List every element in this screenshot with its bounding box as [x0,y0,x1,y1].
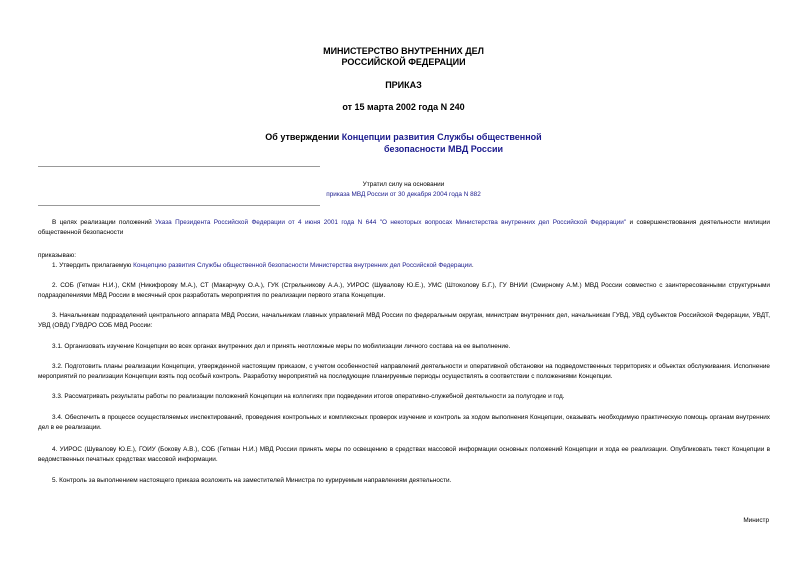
title-link-concept[interactable]: Концепции развития Службы общественной [341,132,542,142]
item-1-text-after: . [471,262,474,269]
item-2: 2. СОБ (Гетман Н.И.), СКМ (Никифорову М.А.), СТ (Макарчуку О.А.), ГУК (Стрельникову А.А.), УИРОС (Шувалову Ю.Е.), УМС (Штоколову Б.Г.), ГУ ВНИИ (Смирному А.М.) МВД России совместно с заинтересованными структурными подразделениями МВД России в месячный срок разработать мероприятия по реализации первого этапа Концепции. [38,282,770,299]
item-4: 4. УИРОС (Шувалову Ю.Е.), ГОИУ (Бокову А.В.), СОБ (Гетман Н.И.) МВД России принять меры по освещению в средствах массовой информации основных положений Концепции и хода ее реализации. Опубликовать текст Концепции в ведомственных печатных средствах массовой информации. [38,446,770,463]
validity-note-text: Утратил силу на основании [362,181,445,188]
signature-title: Министр [743,517,769,524]
validity-note-link[interactable]: приказа МВД России от 30 декабря 2004 года N 882 [326,191,481,198]
ministry-name [0,46,807,68]
order-word: приказываю: [38,252,76,259]
item-3-2: 3.2. Подготовить планы реализации Концепции, утвержденной настоящим приказом, с учетом особенностей направлений деятельности и оперативной обстановки на подведомственных территориях и объектах обслуживания. Исполнение мероприятий по реализации Концепции взять под особый контроль. Разработку мероприятий на последующие планируемые периоды осуществлять в соответствии с положениями Концепции. [38,363,770,380]
preamble-text-before: В целях реализации положений [52,219,156,226]
preamble-text-after: и совершенствования деятельности милиции общественной безопасности [38,219,770,236]
item-3-1: 3.1. Организовать изучение Концепции во всех органах внутренних дел и принять неотложные меры по мобилизации личного состава на ее выполнение. [52,343,511,350]
preamble-link-decree[interactable]: Указа Президента Российской Федерации от 4 июня 2001 года N 644 "О некоторых вопросах Министерства внутренних дел Российской Федерации" [155,219,627,226]
item-3: 3. Начальникам подразделений центрального аппарата МВД России, начальникам главных управлений МВД России по федеральным округам, министрам внутренних дел, начальникам ГУВД, УВД субъектов Российской Федерации, УВДТ, УВД (ОВД) ГУВДРО СОБ МВД России: [38,312,770,329]
item-1-link-concept[interactable]: Концепцию развития Службы общественной безопасности Министерства внутренних дел Российской Федерации [133,262,472,269]
ministry-line-2: РОССИЙСКОЙ ФЕДЕРАЦИИ [341,57,466,67]
item-3-3: 3.3. Рассматривать результаты работы по реализации положений Концепции на коллегиях при подведении итогов оперативно-служебной деятельности за полугодие и год. [52,393,565,400]
ministry-line-1: МИНИСТЕРСТВО ВНУТРЕННИХ ДЕЛ [323,46,484,56]
title-prefix: Об утверждении [265,132,342,142]
document-type: ПРИКАЗ [385,80,422,90]
item-5: 5. Контроль за выполнением настоящего приказа возложить на заместителей Министра по курируемым направлениям деятельности. [52,477,452,484]
item-1 [38,261,770,271]
divider-top [38,166,320,167]
item-3-4: 3.4. Обеспечить в процессе осуществляемых инспектирований, проведения контрольных и комплексных проверок изучение и контроль за ходом выполнения Концепции, оказывать необходимую практическую помощь органам внутренних дел в ее реализации. [38,414,770,431]
divider-bottom [38,205,320,206]
preamble [38,218,770,238]
validity-note [0,180,807,200]
title-link-concept-line2[interactable]: безопасности МВД России [383,144,504,154]
document-title [0,131,807,155]
item-1-text-before: 1. Утвердить прилагаемую [52,262,134,269]
document-date: от 15 марта 2002 года N 240 [342,102,465,112]
